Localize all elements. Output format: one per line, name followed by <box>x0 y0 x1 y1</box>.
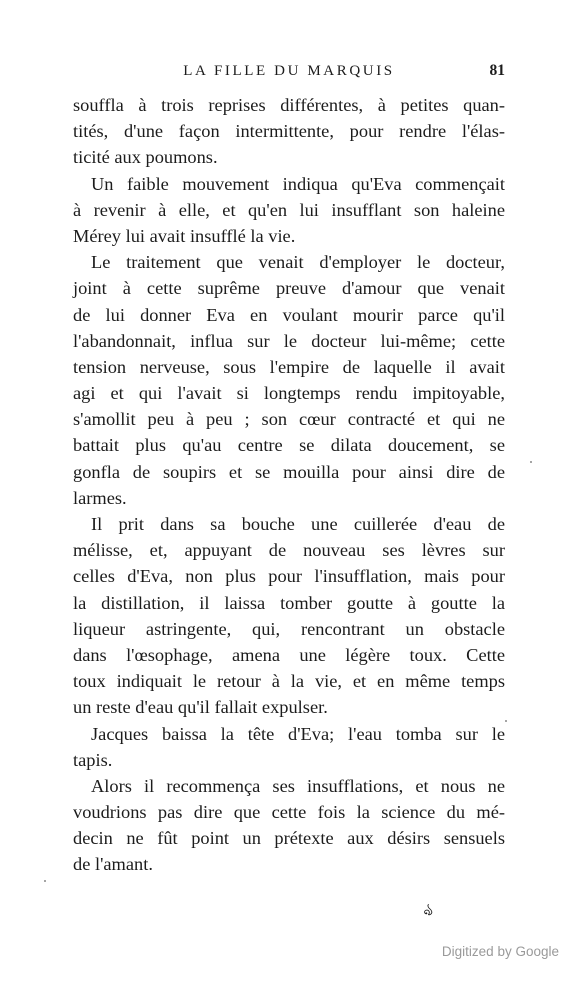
text-line: battait plus qu'au centre se dilata doucement, se <box>73 435 505 456</box>
text-line: tapis. <box>73 749 113 770</box>
text-line: mélisse, et, appuyant de nouveau ses lèvres sur <box>73 540 505 561</box>
text-line: la distillation, il laissa tomber goutte à goutte la <box>73 592 505 613</box>
running-header <box>73 61 505 83</box>
text-line: larmes. <box>73 487 127 508</box>
paragraph <box>73 511 505 721</box>
text-line: Il prit dans sa bouche une cuillerée d'eau de <box>91 514 505 534</box>
paragraph <box>73 249 505 511</box>
text-line: toux indiquait le retour à la vie, et en même temps <box>73 671 505 692</box>
text-line: gonfla de soupirs et se mouilla pour ainsi dire de <box>73 461 505 482</box>
text-line: agi et qui l'avait si longtemps rendu impitoyable, <box>73 383 505 404</box>
text-line: joint à cette suprême preuve d'amour que venait <box>73 278 505 299</box>
page-number: 81 <box>489 62 505 79</box>
digitization-watermark: Digitized by Google <box>441 944 559 959</box>
running-title: LA FILLE DU MARQUIS <box>183 63 395 79</box>
text-line: Jacques baissa la tête d'Eva; l'eau tomba sur le <box>91 723 505 744</box>
text-line: à revenir à elle, et qu'en lui insufflant son haleine <box>73 199 505 220</box>
text-line: liqueur astringente, qui, rencontrant un obstacle <box>73 618 505 639</box>
text-line: l'abandonnait, influa sur le docteur lui-même; cette <box>73 330 505 351</box>
text-line: Un faible mouvement indiqua qu'Eva commençait <box>91 173 505 194</box>
scan-speck <box>44 880 46 882</box>
text-line: tension nerveuse, sous l'empire de laquelle il avait <box>73 356 505 377</box>
text-line: celles d'Eva, non plus pour l'insufflation, mais pour <box>73 566 505 587</box>
text-line: dans l'œsophage, amena une légère toux. Cette <box>73 644 505 665</box>
text-line: tités, d'une façon intermittente, pour rendre l'élas- <box>73 121 505 142</box>
end-ornament-icon: ঌ <box>421 900 437 921</box>
paragraph <box>73 171 505 250</box>
text-line: Le traitement que venait d'employer le docteur, <box>91 252 505 273</box>
text-line: souffla à trois reprises différentes, à petites quan- <box>73 95 505 115</box>
body-text <box>73 92 505 878</box>
text-line: ticité aux poumons. <box>73 147 218 168</box>
text-line: decin ne fût point un prétexte aux désirs sensuels <box>73 828 505 849</box>
text-line: Alors il recommença ses insufflations, et nous ne <box>91 775 505 796</box>
text-line: s'amollit peu à peu ; son cœur contracté et qui ne <box>73 409 505 430</box>
scan-speck <box>505 720 507 722</box>
paragraph <box>73 773 505 878</box>
text-line: de l'amant. <box>73 854 153 875</box>
scan-speck <box>530 461 532 463</box>
paragraph <box>73 721 505 773</box>
text-line: Mérey lui avait insufflé la vie. <box>73 225 296 246</box>
text-line: de lui donner Eva en voulant mourir parce qu'il <box>73 304 505 325</box>
text-line: un reste d'eau qu'il fallait expulser. <box>73 697 328 718</box>
text-line: voudrions pas dire que cette fois la science du mé- <box>73 802 505 823</box>
paragraph <box>73 92 505 171</box>
